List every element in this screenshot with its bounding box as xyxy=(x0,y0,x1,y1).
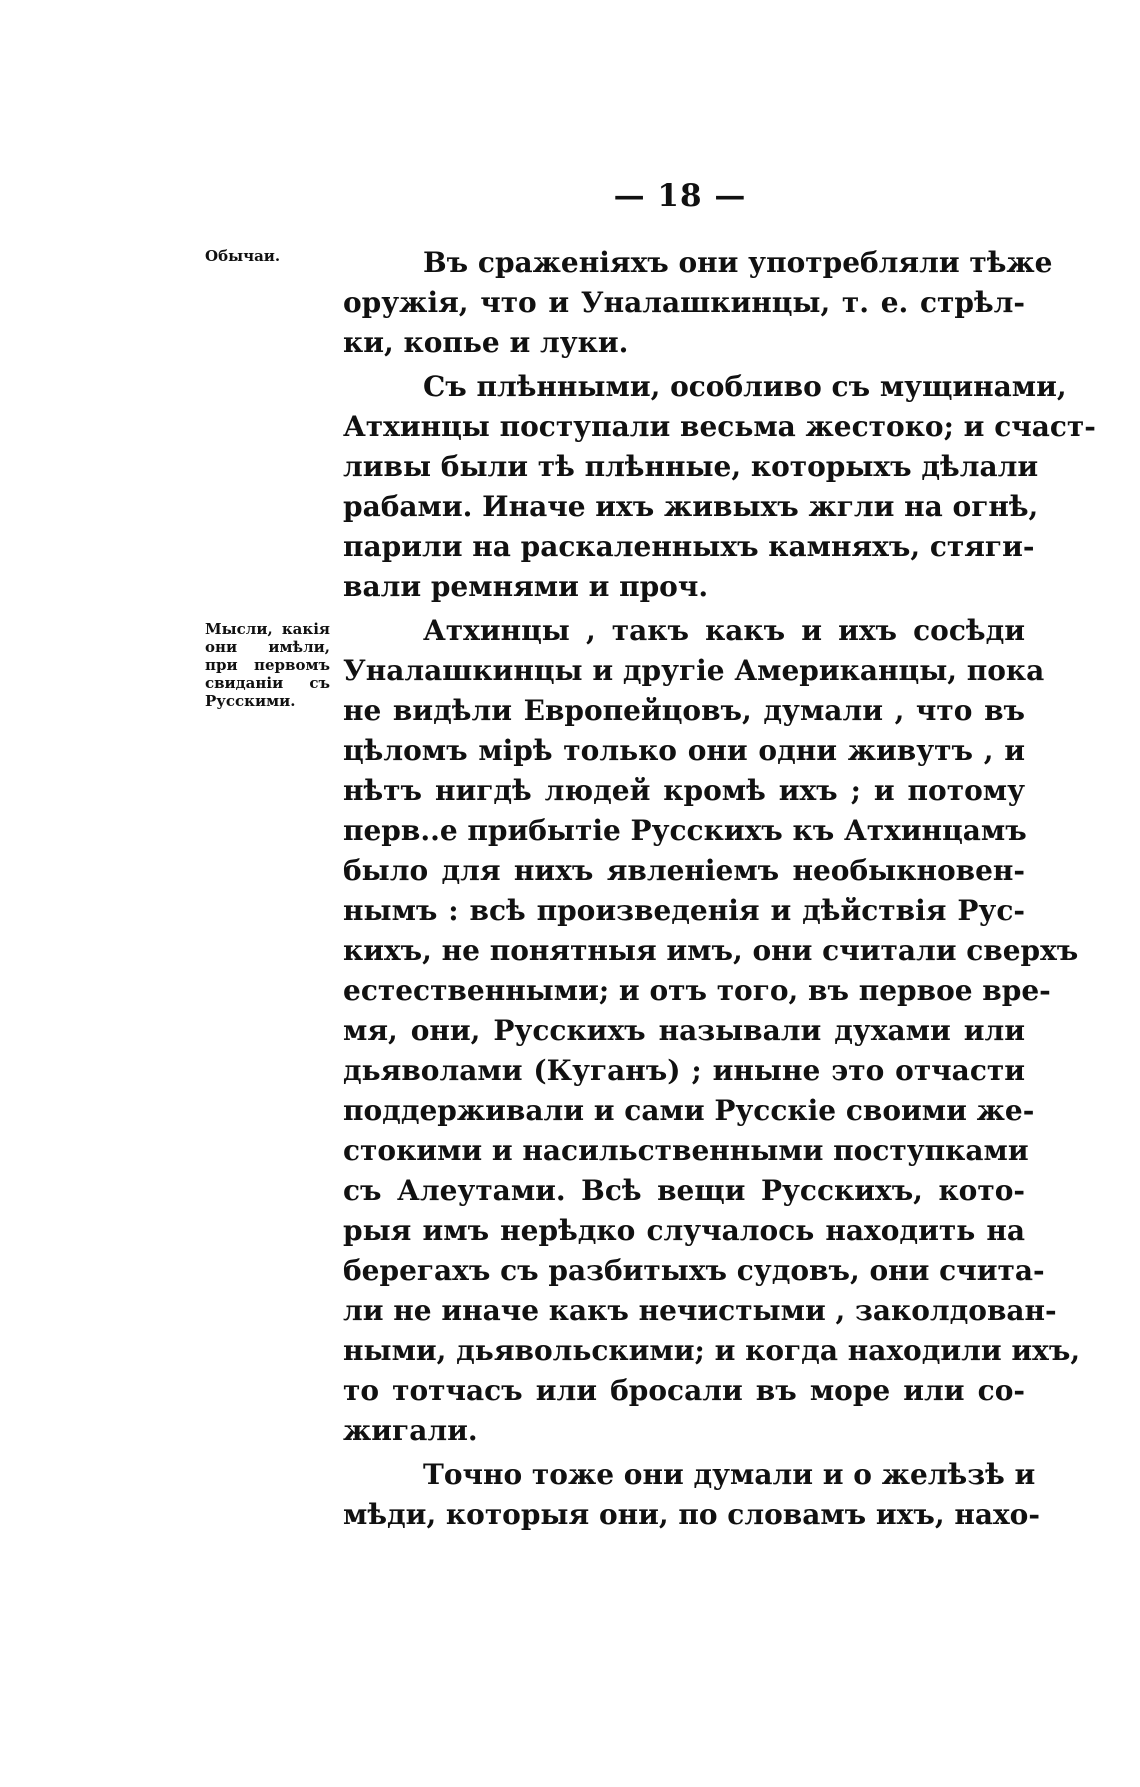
text-line: кихъ, не понятныя имъ, они считали сверхъ xyxy=(343,934,1079,967)
text-line: ливы были тѣ плѣнные, которыхъ дѣлали xyxy=(343,450,1039,483)
text-line: съ Алеутами. Всѣ вещи Русскихъ, кото- xyxy=(343,1174,1025,1207)
text-line: цѣломъ мірѣ только они одни живутъ , и xyxy=(343,734,1025,767)
text-line: оружія, что и Уналашкинцы, т. е. стрѣл- xyxy=(343,286,1025,319)
text-line: ки, копье и луки. xyxy=(343,326,629,359)
text-line: рыя имъ нерѣдко случалось находить на xyxy=(343,1214,1025,1247)
text-line: вали ремнями и проч. xyxy=(343,570,709,603)
text-line: не видѣли Европейцовъ, думали , что въ xyxy=(343,694,1025,727)
text-line: жигали. xyxy=(343,1414,478,1447)
text-line: было для нихъ явленіемъ необыкновен- xyxy=(343,854,1025,887)
text-line: мѣди, которыя они, по словамъ ихъ, нахо- xyxy=(343,1498,1040,1531)
text-line: парили на раскаленныхъ камняхъ, стяги- xyxy=(343,530,1035,563)
marginal-note-first-contact: Мысли, какія они имѣли, при первомъ свиданіи съ Русскими. xyxy=(205,620,330,710)
text-line: Атхинцы , такъ какъ и ихъ сосѣди xyxy=(423,614,1025,647)
text-line: Въ сраженіяхъ они употребляли тѣже xyxy=(423,246,1053,279)
text-line: Уналашкинцы и другіе Американцы, пока xyxy=(343,654,1045,687)
text-line: ными, дьявольскими; и когда находили ихъ, xyxy=(343,1334,1081,1367)
text-line: поддерживали и сами Русскіе своими же- xyxy=(343,1094,1035,1127)
text-line: стокими и насильственными поступками xyxy=(343,1134,1029,1167)
text-line: рабами. Иначе ихъ живыхъ жгли на огнѣ, xyxy=(343,490,1039,523)
text-line: Съ плѣнными, особливо съ мущинами, xyxy=(423,370,1067,403)
marginal-note-customs: Обычаи. xyxy=(205,247,281,265)
text-line: мя, они, Русскихъ называли духами или xyxy=(343,1014,1025,1047)
text-line: нымъ : всѣ произведенія и дѣйствія Рус- xyxy=(343,894,1025,927)
text-line: естественными; и отъ того, въ первое вре- xyxy=(343,974,1051,1007)
text-line: ли не иначе какъ нечистыми , заколдован- xyxy=(343,1294,1057,1327)
text-line: то тотчасъ или бросали въ море или со- xyxy=(343,1374,1025,1407)
text-line: Атхинцы поступали весьма жестоко; и счаст- xyxy=(343,410,1096,443)
page-number: — 18 — xyxy=(613,178,747,214)
text-line: перв..е прибытіе Русскихъ къ Атхинцамъ xyxy=(343,814,1027,847)
text-line: дьяволами (Куганъ) ; иныне это отчасти xyxy=(343,1054,1025,1087)
text-line: нѣтъ нигдѣ людей кромѣ ихъ ; и потому xyxy=(343,774,1025,807)
text-line: берегахъ съ разбитыхъ судовъ, они счита- xyxy=(343,1254,1045,1287)
main-text xyxy=(343,243,1096,1535)
text-line: Точно тоже они думали и о желѣзѣ и xyxy=(423,1458,1036,1491)
